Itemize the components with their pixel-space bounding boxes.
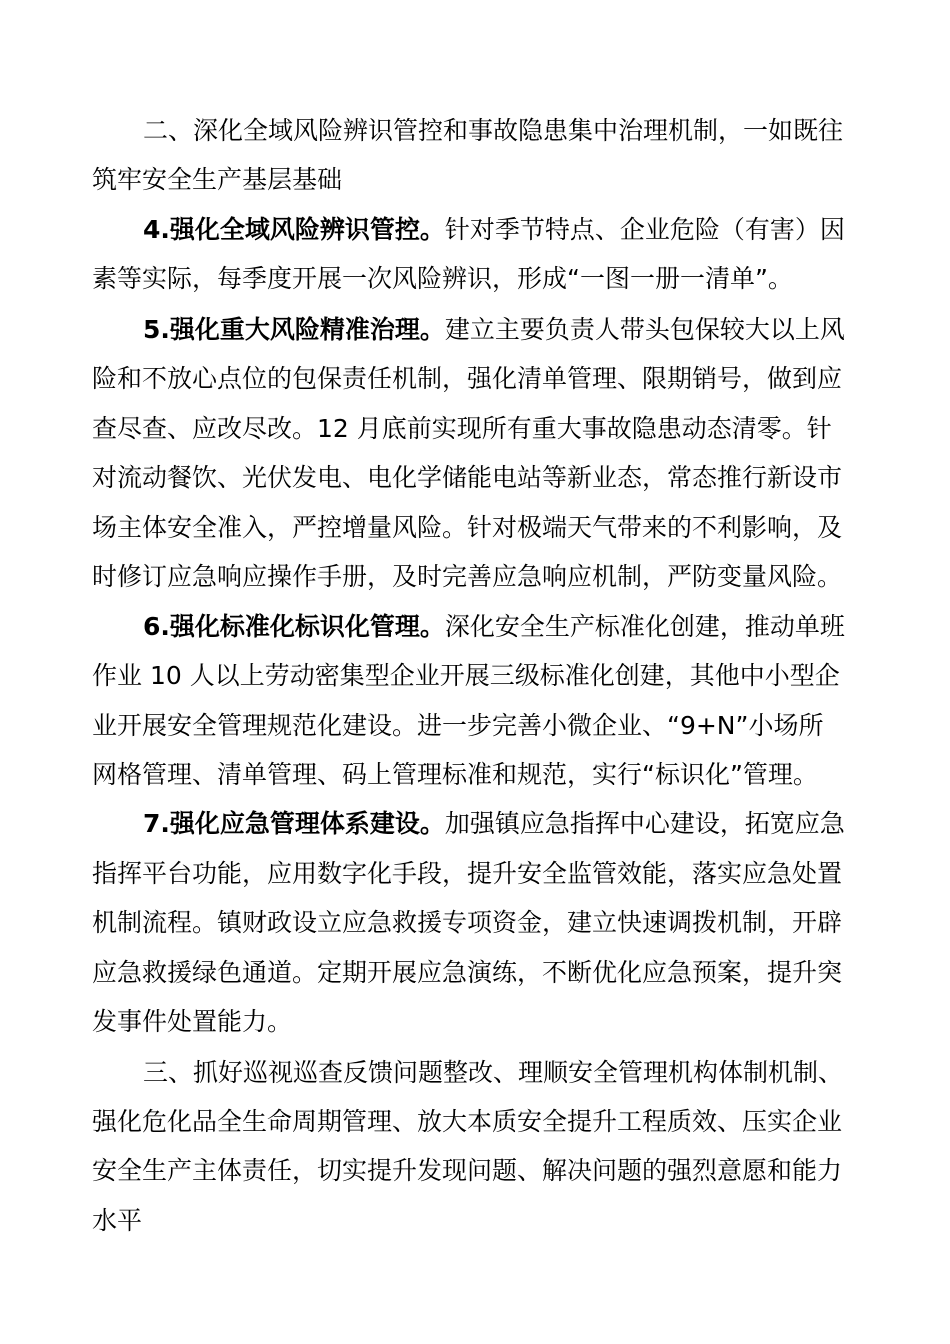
section-two-heading-line-1: 二、深化全域风险辨识管控和事故隐患集中治理机制，一如既往 [143,116,844,145]
item-7-lead: 7.强化应急管理体系建设。 [143,809,445,838]
item-6-line-1 [143,607,845,647]
item-5-line-1 [143,310,845,350]
section-three-heading-line-2: 强化危化品全生命周期管理、放大本质安全提升工程质效、压实企业 [92,1107,843,1136]
item-7-line-1 [143,804,845,844]
item-5-line-2: 险和不放心点位的包保责任机制，强化清单管理、限期销号，做到应 [92,364,843,393]
item-7-line-1-text: 加强镇应急指挥中心建设，拓宽应急 [444,809,845,838]
item-5-line-4: 对流动餐饮、光伏发电、电化学储能电站等新业态，常态推行新设市 [92,463,843,492]
item-4-lead: 4.强化全域风险辨识管控。 [143,215,445,244]
item-5-line-1-text: 建立主要负责人带头包保较大以上风 [444,315,845,344]
item-5-line-6: 时修订应急响应操作手册，及时完善应急响应机制，严防变量风险。 [92,562,843,591]
item-6-lead: 6.强化标准化标识化管理。 [143,612,445,641]
section-two-heading-line-2: 筑牢安全生产基层基础 [92,165,343,194]
item-5-lead: 5.强化重大风险精准治理。 [143,315,445,344]
section-three-heading-line-1: 三、抓好巡视巡查反馈问题整改、理顺安全管理机构体制机制、 [143,1058,844,1087]
item-7-line-3: 机制流程。镇财政设立应急救援专项资金，建立快速调拨机制，开辟 [92,908,843,937]
item-6-line-1-text: 深化安全生产标准化创建，推动单班 [444,612,845,641]
section-three-heading-line-4: 水平 [92,1206,143,1235]
item-4-line-1 [143,210,845,250]
item-6-line-2: 作业 10 人以上劳动密集型企业开展三级标准化创建，其他中小型企 [92,661,840,690]
item-4-line-1-text: 针对季节特点、企业危险（有害）因 [444,215,845,244]
item-5-line-3: 查尽查、应改尽改。12 月底前实现所有重大事故隐患动态清零。针 [92,414,832,443]
item-7-line-5: 发事件处置能力。 [92,1007,293,1036]
item-4-line-2: 素等实际，每季度开展一次风险辨识，形成“一图一册一清单”。 [92,264,793,293]
section-three-heading-line-3: 安全生产主体责任，切实提升发现问题、解决问题的强烈意愿和能力 [92,1156,843,1185]
item-6-line-4: 网格管理、清单管理、码上管理标准和规范，实行“标识化”管理。 [92,760,818,789]
item-6-line-3: 业开展安全管理规范化建设。进一步完善小微企业、“9+N”小场所 [92,711,824,740]
item-5-line-5: 场主体安全准入，严控增量风险。针对极端天气带来的不利影响，及 [92,513,843,542]
item-7-line-2: 指挥平台功能，应用数字化手段，提升安全监管效能，落实应急处置 [92,859,843,888]
item-7-line-4: 应急救援绿色通道。定期开展应急演练，不断优化应急预案，提升突 [92,958,843,987]
